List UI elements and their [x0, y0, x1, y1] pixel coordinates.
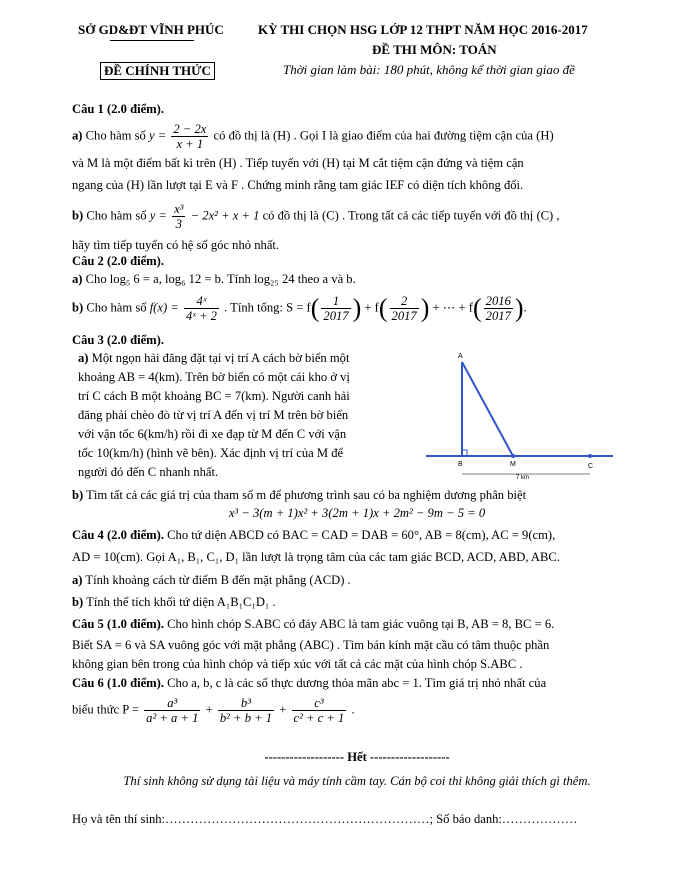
- q4-line1: Câu 4 (2.0 điểm). Cho tứ diện ABCD có BAC = CAD = DAB = 60°, AB = 8(cm), AC = 9(cm),: [72, 528, 556, 542]
- q2-title: Câu 2 (2.0 điểm).: [72, 254, 164, 268]
- candidate-info-line: Họ và tên thí sinh:………………………………………………………; Số báo danh:………………: [72, 812, 578, 826]
- label-b: B: [458, 461, 463, 468]
- lighthouse-figure: [418, 348, 618, 483]
- label-distance: 7 km: [516, 475, 530, 481]
- q2-b-line: b) Cho hàm số f(x) = $\frac{\text{4ˣ}}{\text{4ˣ + 2}}$ . Tính tổng: S = f( $\frac{1}{2017}$ ) + f( $\frac{2}{2017}$ ) + ⋯ + f( $\frac{2016}{2017}$ ).: [72, 293, 527, 323]
- q3-title: Câu 3 (2.0 điểm).: [72, 333, 164, 347]
- exam-title: KỲ THI CHỌN HSG LỚP 12 THPT NĂM HỌC 2016-2017: [258, 22, 588, 37]
- q1-title: Câu 1 (2.0 điểm).: [72, 102, 164, 116]
- q1-a-fraction: $\frac{2 - 2x}{x + 1}$: [173, 122, 207, 151]
- department-name: SỞ GD&ĐT VĨNH PHÚC: [78, 22, 224, 37]
- q2-a-line: a) Cho log₅ 6 = a, log₆ 12 = b. Tính log₂₅ 24 theo a và b.: [72, 272, 356, 286]
- q6-fraction-a: $\frac{\text{a³}}{\text{a² + a + 1}}$: [146, 696, 199, 725]
- q5-line3: không gian bên trong của hình chóp và tiếp xúc với tất cả các mặt của hình chóp S.ABC .: [72, 657, 523, 671]
- header-divider: [110, 40, 194, 41]
- q4-b-line: b) Tính thể tích khối tứ diện A₁B₁C₁D₁ .: [72, 595, 276, 609]
- label-a: A: [458, 353, 463, 360]
- q6-fraction-b: $\frac{\text{b³}}{\text{b² + b + 1}}$: [219, 696, 273, 725]
- q6-line1: Câu 6 (1.0 điểm). Cho a, b, c là các số thực dương thỏa mãn abc = 1. Tìm giá trị nhỏ nhất của: [72, 676, 547, 690]
- q3-a-paragraph: a) Một ngọn hải đăng đặt tại vị trí A cách bờ biển một khoảng AB = 4(km). Trên bờ biển có một cái kho ở vị trí C cách B một khoảng BC = 7(km). Người canh hải đăng phải chèo đò từ vị trí A đến vị trí M trên bờ biển với vận tốc 6(km/h) rồi đi xe đạp từ M đến C với vận tốc 10(km/h) (hình vẽ bên). Xác định vị trí của M để người đó đến C nhanh nhất.: [78, 351, 350, 479]
- q2-b-fraction: $\frac{\text{4ˣ}}{\text{4ˣ + 2}}$: [185, 294, 217, 323]
- end-mark: ------------------- Hết -------------------: [264, 750, 450, 764]
- segment-am: [462, 362, 513, 456]
- exam-subject: ĐỀ THI MÔN: TOÁN: [372, 42, 497, 57]
- q1-a-line2: và M là một điểm bất kì trên (H) . Tiếp tuyến với (H) tại M cắt tiệm cận đứng và tiệm cận: [72, 156, 524, 170]
- q1-a-line1: a) Cho hàm số y = $\frac{2 - 2x}{x + 1}$ có đồ thị là (H) . Gọi I là giao điểm của hai đường tiệm cận của (H): [72, 122, 554, 151]
- official-badge: ĐỀ CHÍNH THỨC: [100, 62, 215, 80]
- q1-a-line3: ngang của (H) lần lượt tại E và F . Chứng minh rằng tam giác IEF có diện tích không đổi.: [72, 178, 524, 192]
- point-m: [511, 454, 515, 458]
- q1-b-line2: hãy tìm tiếp tuyến có hệ số góc nhỏ nhất.: [72, 238, 280, 252]
- q1-b-line1: b) Cho hàm số y = $\frac{\text{x³}}{3}$ − 2x² + x + 1 có đồ thị là (C) . Trong tất cả các tiếp tuyến với đồ thị (C) ,: [72, 202, 560, 231]
- q6-fraction-c: $\frac{\text{c³}}{\text{c² + c + 1}}$: [293, 696, 345, 725]
- q5-line1: Câu 5 (1.0 điểm). Cho hình chóp S.ABC có đáy ABC là tam giác vuông tại B, AB = 8, BC = 6.: [72, 617, 555, 631]
- q4-a-line: a) Tính khoảng cách từ điểm B đến mặt phẳng (ACD) .: [72, 573, 351, 587]
- exam-duration: Thời gian làm bài: 180 phút, không kể thời gian giao đề: [283, 62, 575, 77]
- q5-line2: Biết SA = 6 và SA vuông góc với mặt phẳng (ABC) . Tìm bán kính mặt cầu có tâm thuộc phần: [72, 638, 550, 652]
- q4-line2: AD = 10(cm). Gọi A₁, B₁, C₁, D₁ lần lượt là trọng tâm của các tam giác BCD, ACD, ABD, ABC.: [72, 550, 560, 564]
- q3-b-equation: x³ − 3(m + 1)x² + 3(2m + 1)x + 2m² − 9m − 5 = 0: [228, 506, 486, 520]
- q3-b-line: b) Tìm tất cả các giá trị của tham số m để phương trình sau có ba nghiệm dương phân biệt: [72, 488, 527, 502]
- q6-line2: biểu thức P = $\frac{\text{a³}}{\text{a² + a + 1}}$ + $\frac{\text{b³}}{\text{b² + b + 1}}$ + $\frac{\text{c³}}{\text{c² + c + 1}}$ .: [72, 696, 355, 725]
- point-c: [588, 454, 592, 458]
- q1-b-fraction: $\frac{\text{x³}}{3}$: [174, 202, 184, 231]
- label-m: M: [510, 461, 516, 468]
- exam-note: Thí sinh không sử dụng tài liệu và máy tính cầm tay. Cán bộ coi thi không giải thích gì thêm.: [123, 774, 591, 788]
- label-c: C: [588, 463, 594, 470]
